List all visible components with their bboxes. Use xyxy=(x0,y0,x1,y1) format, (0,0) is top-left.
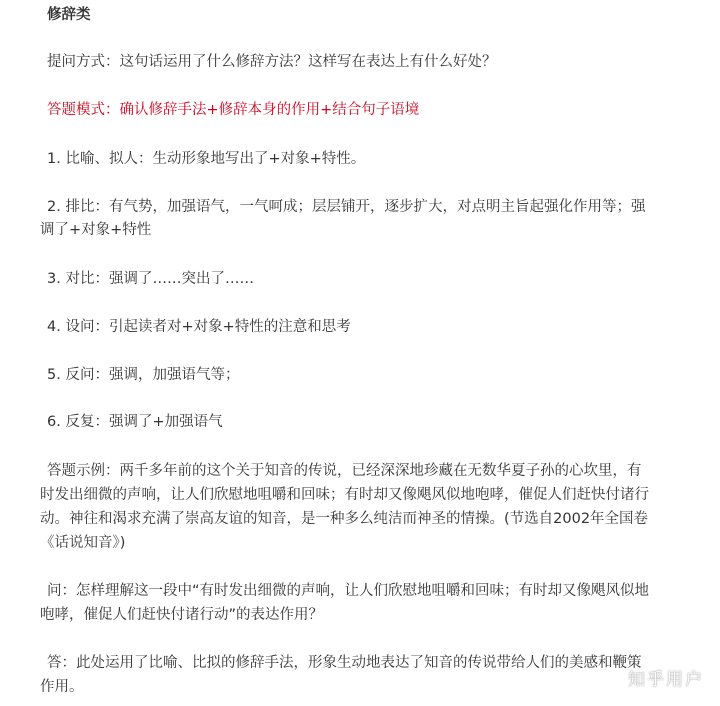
item-2-line: 2. 排比：有气势，加强语气，一气呵成；层层铺开，逐步扩大，对点明主旨起强化作用等；强 xyxy=(47,199,646,215)
item-6-line: 6. 反复：强调了+加强语气 xyxy=(47,414,223,430)
answer-line-2: 作用。 xyxy=(40,679,84,695)
question-format-line: 提问方式：这句话运用了什么修辞方法？这样写在表达上有什么好处？ xyxy=(47,54,497,70)
item-2-line-continued: 调了+对象+特性 xyxy=(40,222,152,238)
item-1-line: 1. 比喻、拟人：生动形象地写出了+对象+特性。 xyxy=(47,151,366,167)
example-line-2: 时发出细微的声响，让人们欣慰地咀嚼和回味；有时却又像飓风似地咆哮，催促人们赶快付诸行 xyxy=(40,487,649,503)
answer-line-1: 答：此处运用了比喻、比拟的修辞手法，形象生动地表达了知音的传说带给人们的美感和鞭策 xyxy=(47,655,642,671)
question-line-2: 咆哮，催促人们赶快付诸行动”的表达作用？ xyxy=(40,607,324,623)
zhihu-watermark: 知乎用户 xyxy=(628,670,704,690)
answer-pattern-line: 答题模式：确认修辞手法+修辞本身的作用+结合句子语境 xyxy=(47,102,420,118)
item-4-line: 4. 设问：引起读者对+对象+特性的注意和思考 xyxy=(47,319,351,335)
section-heading: 修辞类 xyxy=(47,7,91,23)
item-5-line: 5. 反问：强调，加强语气等； xyxy=(47,367,240,383)
item-3-line: 3. 对比：强调了……突出了…… xyxy=(47,271,254,287)
example-line-4: 《话说知音》) xyxy=(40,535,126,551)
example-line-1: 答题示例：两千多年前的这个关于知音的传说，已经深深地珍藏在无数华夏子孙的心坎里，有 xyxy=(47,463,642,479)
example-line-3: 动。神往和渴求充满了崇高友谊的知音，是一种多么纯洁而神圣的情操。(节选自2002年全国卷 xyxy=(40,511,649,527)
question-line-1: 问：怎样理解这一段中“有时发出细微的声响，让人们欣慰地咀嚼和回味；有时却又像飓风似地 xyxy=(47,583,650,599)
